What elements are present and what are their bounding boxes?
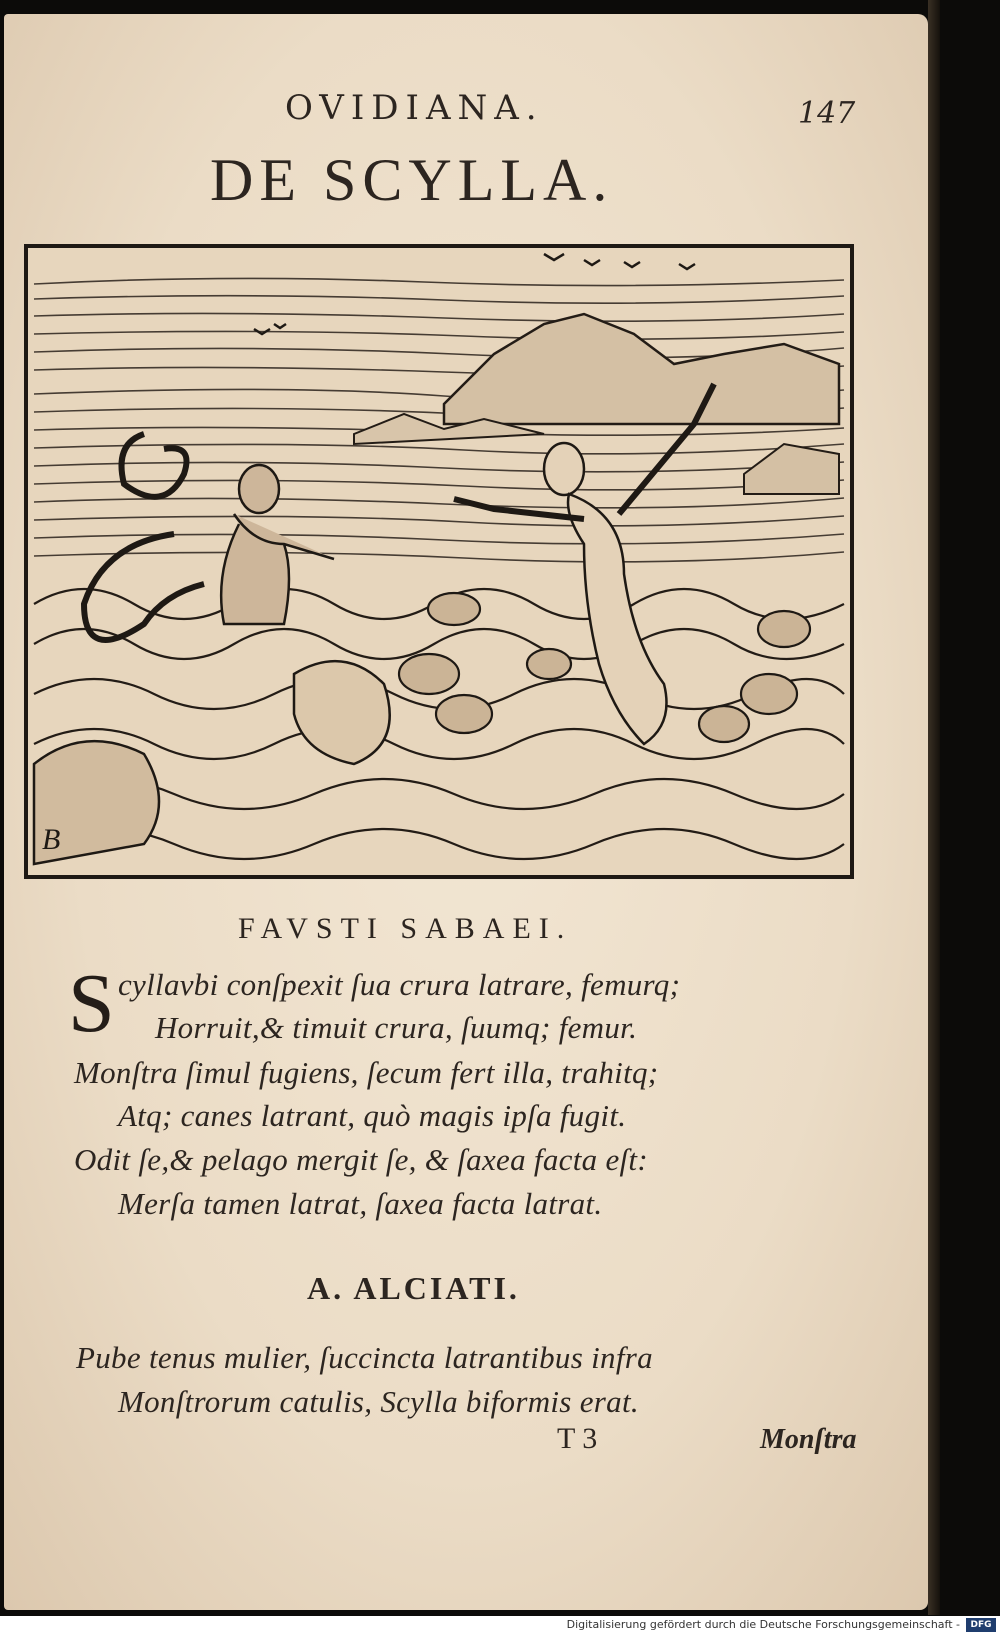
woodcut-illustration xyxy=(24,244,854,879)
page-edge xyxy=(928,0,940,1615)
catchword: Monſtra xyxy=(760,1424,857,1455)
verse-line: Monſtra ſimul fugiens, ſecum fert illa, trahitq; xyxy=(74,1055,659,1090)
woodcut-monogram: B xyxy=(42,823,61,856)
page-number: 147 xyxy=(798,96,856,131)
verse-line: Odit ſe,& pelago mergit ſe, & ſaxea facta eſt: xyxy=(74,1142,648,1177)
dfg-logo: DFG xyxy=(966,1618,996,1632)
funding-notice: Digitalisierung gefördert durch die Deutsche Forschungsgemeinschaft - xyxy=(566,1618,960,1631)
verse-line: Atq; canes latrant, quò magis ipſa fugit. xyxy=(118,1098,627,1133)
verse-line: cyllavbi conſpexit ſua crura latrare, femurq; xyxy=(118,967,681,1002)
signature-mark: T 3 xyxy=(557,1422,598,1455)
running-head: OVIDIANA. xyxy=(285,88,544,128)
verse-line: Pube tenus mulier, ſuccincta latrantibus infra xyxy=(76,1340,653,1375)
poem-heading-sabaeus: FAVSTI SABAEI. xyxy=(238,912,573,945)
chapter-title: DE SCYLLA. xyxy=(210,147,614,213)
poem-heading-alciatus: A. ALCIATI. xyxy=(307,1270,520,1306)
verse-line: Monſtrorum catulis, Scylla biformis erat. xyxy=(118,1384,639,1419)
footer-bar xyxy=(0,1616,1000,1636)
drop-cap: S xyxy=(68,957,115,1050)
verse-line: Horruit,& timuit crura, ſuumq; femur. xyxy=(155,1010,638,1045)
verse-line: Merſa tamen latrat, ſaxea facta latrat. xyxy=(118,1186,603,1221)
